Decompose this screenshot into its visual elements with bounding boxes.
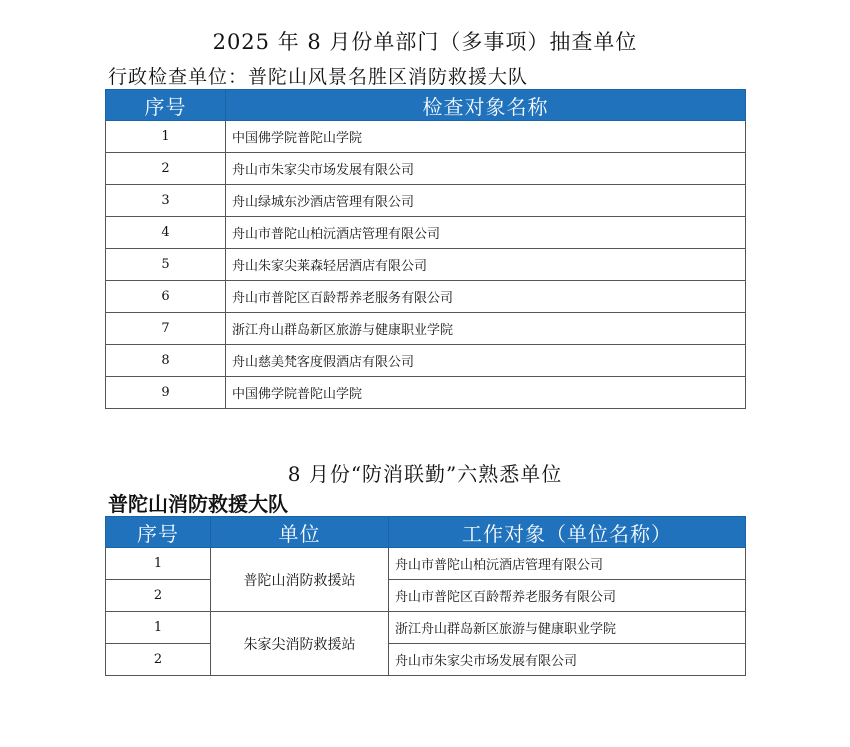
row-num: 3 [106, 185, 226, 217]
table-row [106, 249, 746, 281]
table-row [106, 377, 746, 409]
row-name: 舟山市朱家尖市场发展有限公司 [389, 644, 746, 676]
row-num: 2 [106, 644, 211, 676]
row-num: 1 [106, 548, 211, 580]
table-row [106, 345, 746, 377]
row-num: 5 [106, 249, 226, 281]
row-num: 6 [106, 281, 226, 313]
row-name: 舟山绿城东沙酒店管理有限公司 [226, 185, 746, 217]
row-name: 舟山市普陀区百龄帮养老服务有限公司 [389, 580, 746, 612]
section2-subtitle: 普陀山消防救援大队 [108, 492, 288, 516]
inspection-table [105, 89, 746, 409]
table-row [106, 217, 746, 249]
row-num: 1 [106, 612, 211, 644]
row-name: 舟山市普陀山柏沅酒店管理有限公司 [389, 548, 746, 580]
table-header-row [106, 90, 746, 121]
table-row [106, 185, 746, 217]
header-target-name: 检查对象名称 [226, 90, 746, 121]
row-name: 舟山朱家尖莱森轻居酒店有限公司 [226, 249, 746, 281]
section1-title: 2025 年 8 月份单部门（多事项）抽查单位 [212, 30, 638, 54]
table-row [106, 313, 746, 345]
table-row [106, 281, 746, 313]
row-num: 2 [106, 153, 226, 185]
row-num: 2 [106, 580, 211, 612]
table-row [106, 121, 746, 153]
header-work-target: 工作对象（单位名称） [389, 517, 746, 548]
row-num: 9 [106, 377, 226, 409]
table-row [106, 153, 746, 185]
row-name: 浙江舟山群岛新区旅游与健康职业学院 [389, 612, 746, 644]
row-num: 4 [106, 217, 226, 249]
row-num: 1 [106, 121, 226, 153]
row-name: 舟山市普陀山柏沅酒店管理有限公司 [226, 217, 746, 249]
row-name: 中国佛学院普陀山学院 [226, 121, 746, 153]
row-name: 浙江舟山群岛新区旅游与健康职业学院 [226, 313, 746, 345]
row-name: 舟山慈美梵客度假酒店有限公司 [226, 345, 746, 377]
header-unit: 单位 [211, 517, 389, 548]
section2-title: 8 月份“防消联勤”六熟悉单位 [287, 462, 563, 486]
section1-subtitle: 行政检查单位：普陀山风景名胜区消防救援大队 [108, 66, 529, 88]
row-name: 舟山市朱家尖市场发展有限公司 [226, 153, 746, 185]
row-name: 舟山市普陀区百龄帮养老服务有限公司 [226, 281, 746, 313]
row-name: 中国佛学院普陀山学院 [226, 377, 746, 409]
joint-duty-table [105, 516, 746, 676]
unit-cell: 普陀山消防救援站 [211, 548, 389, 612]
header-seq: 序号 [106, 517, 211, 548]
header-seq: 序号 [106, 90, 226, 121]
row-num: 7 [106, 313, 226, 345]
unit-cell: 朱家尖消防救援站 [211, 612, 389, 676]
table-row [106, 548, 746, 580]
table-row [106, 644, 746, 676]
table-row [106, 612, 746, 644]
table-row [106, 580, 746, 612]
row-num: 8 [106, 345, 226, 377]
table-header-row [106, 517, 746, 548]
